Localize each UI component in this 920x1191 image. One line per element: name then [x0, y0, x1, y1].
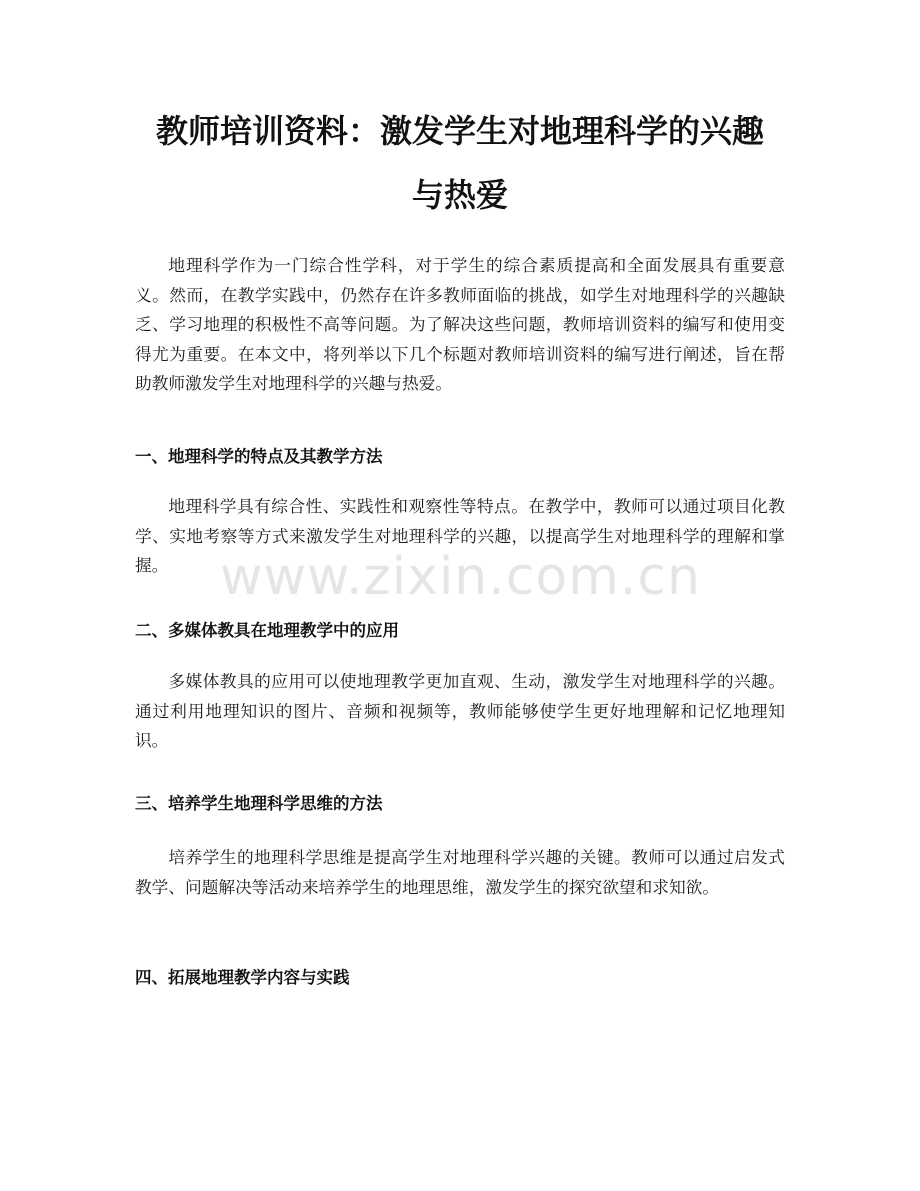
section-body-2: 多媒体教具的应用可以使地理教学更加直观、生动，激发学生对地理科学的兴趣。通过利用地理知识的图片、音频和视频等，教师能够使学生更好地理解和记忆地理知识。 — [135, 671, 785, 750]
intro-paragraph: 地理科学作为一门综合性学科，对于学生的综合素质提高和全面发展具有重要意义。然而，在教学实践中，仍然存在许多教师面临的挑战，如学生对地理科学的兴趣缺乏、学习地理的积极性不高等问题。为了解决这些问题，教师培训资料的编写和使用变得尤为重要。在本文中，将列举以下几个标题对教师培训资料的编写进行阐述，旨在帮助教师激发学生对地理科学的兴趣与热爱。 — [135, 255, 785, 393]
section-body-1: 地理科学具有综合性、实践性和观察性等特点。在教学中，教师可以通过项目化教学、实地考察等方式来激发学生对地理科学的兴趣，以提高学生对地理科学的理解和掌握。 — [135, 496, 785, 575]
section-heading-2: 二、多媒体教具在地理教学中的应用 — [135, 621, 399, 640]
section-heading-4: 四、拓展地理教学内容与实践 — [135, 968, 350, 987]
document-title-line-2: 与热爱 — [411, 176, 508, 214]
section-heading-3: 三、培养学生地理科学思维的方法 — [135, 794, 383, 813]
section-body-3: 培养学生的地理科学思维是提高学生对地理科学兴趣的关键。教师可以通过启发式教学、问题解决等活动来培养学生的地理思维，激发学生的探究欲望和求知欲。 — [135, 847, 785, 897]
document-title-line-1: 教师培训资料：激发学生对地理科学的兴趣 — [155, 112, 764, 150]
watermark: www.zixin.com.cn — [220, 547, 701, 607]
section-heading-1: 一、地理科学的特点及其教学方法 — [135, 447, 383, 466]
